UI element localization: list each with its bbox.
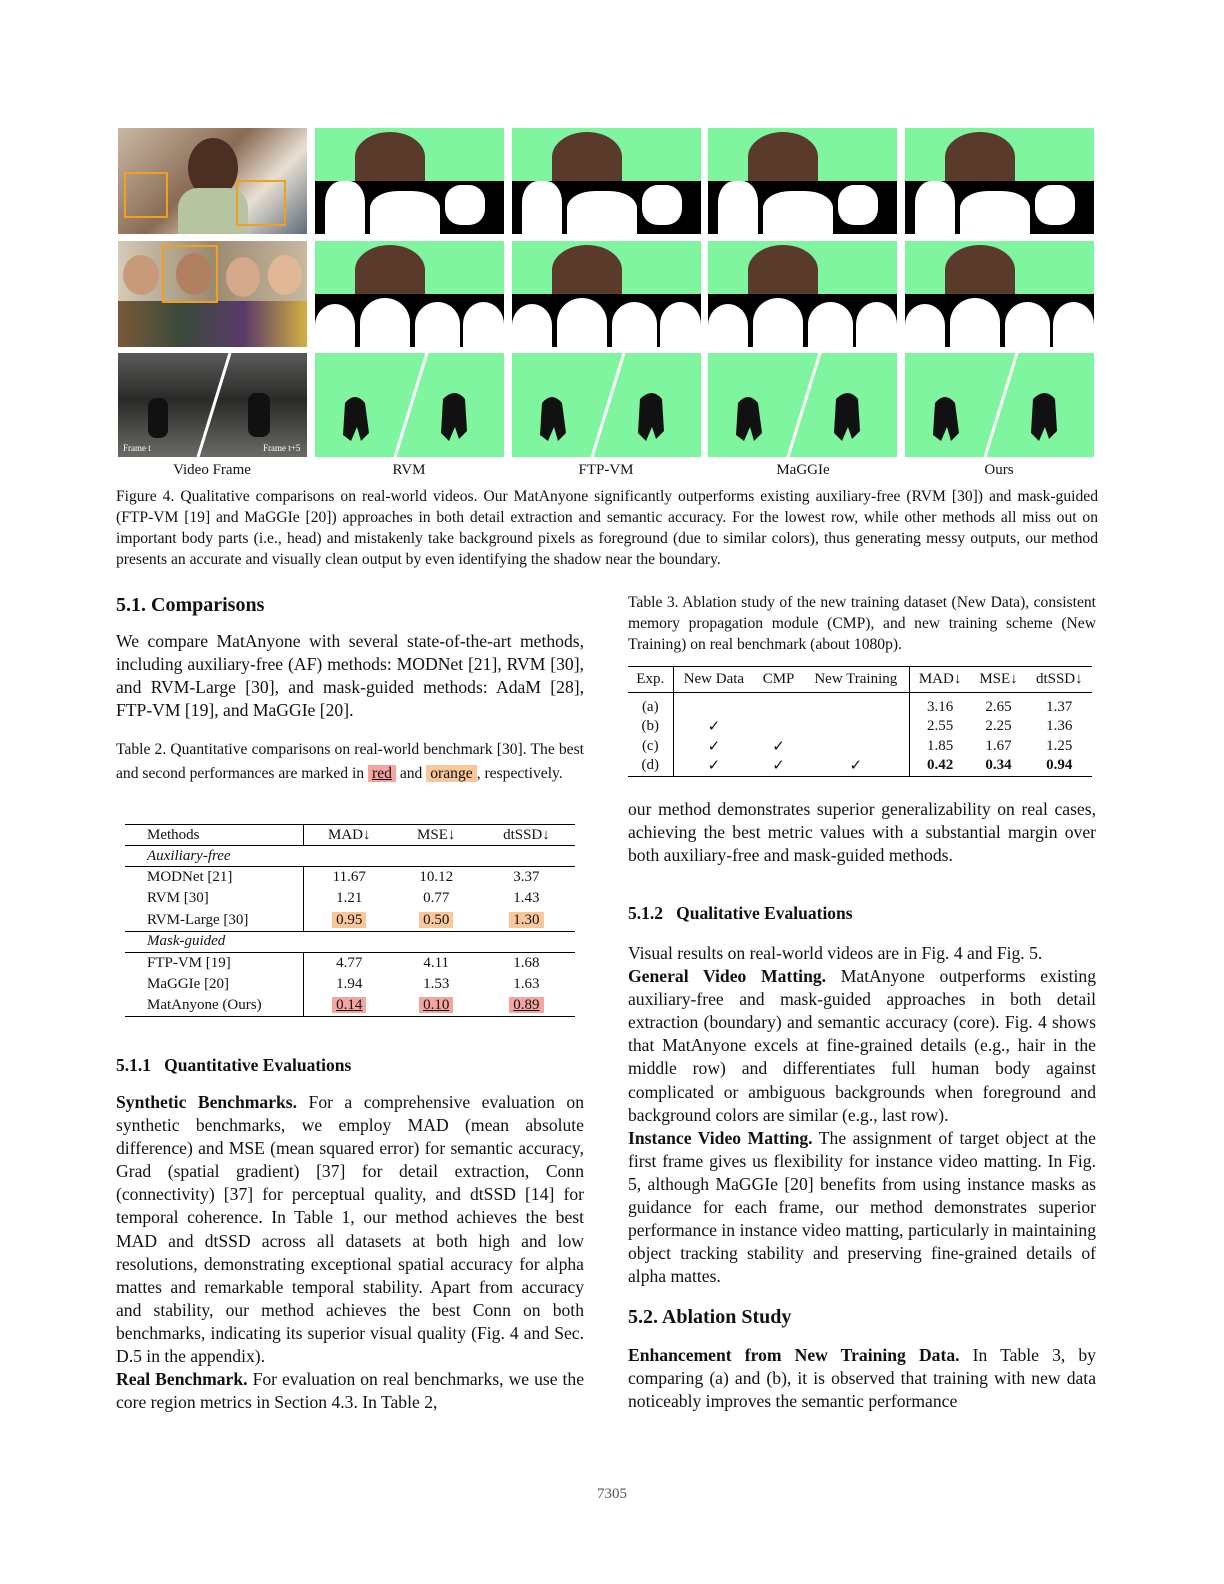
table3-cell-dtssd: 0.94: [1046, 757, 1073, 774]
matte-ftp-vm-row2: [512, 241, 701, 347]
second-marker: orange: [426, 765, 476, 782]
table3-header-exp: Exp.: [628, 667, 673, 693]
table3-header-mse: MSE↓: [979, 671, 1018, 687]
table2-cell-mad: 4.77: [336, 954, 363, 971]
section-title-ablation: 5.2. Ablation Study: [628, 1306, 792, 1328]
matte-ours-row1: [905, 128, 1094, 234]
table2-caption: [116, 738, 584, 786]
table3-cell-mad: 1.85: [926, 737, 954, 754]
table2-cell-mse: 0.50: [395, 910, 478, 932]
table2-cell-method: MODNet [21]: [125, 867, 304, 889]
table3-cell-dtssd: 1.36: [1046, 717, 1073, 734]
ablation-text: In Table 3, by comparing (a) and (b), it is observed that training with new data noticeably improves the semantic performance: [628, 1345, 1096, 1412]
table2-caption-end: , respectively.: [476, 765, 563, 782]
frame-label-t5: Frame t+5: [263, 443, 301, 453]
table-row: [628, 756, 1092, 776]
column-label-rvm: RVM: [392, 462, 426, 478]
qualitative-intro: Visual results on real-world videos are in Fig. 4 and Fig. 5.: [628, 943, 1043, 963]
table2-cell-mse: 10.12: [419, 869, 454, 885]
table-row: [125, 974, 575, 996]
table2-cell-dtssd: 1.63: [513, 975, 540, 992]
table3-cell-new-training: ✓: [803, 756, 909, 776]
table3-cell-cmp: ✓: [772, 758, 785, 775]
real-benchmark-continuation: our method demonstrates superior generalizability on real cases, achieving the best metric values with a substantial margin over both auxiliary-free and mask-guided methods.: [628, 799, 1096, 866]
table2-cell-mad: 0.95: [304, 910, 395, 932]
table3-cell-new-training: [803, 736, 909, 756]
table3: [628, 666, 1092, 777]
table-row: [628, 716, 1092, 736]
table2-header-dtssd: dtSSD↓: [503, 826, 550, 843]
synthetic-benchmarks-text: For a comprehensive evaluation on synthetic benchmarks, we employ MAD (mean absolute difference) and MSE (mean squared error) for semantic accuracy, Grad (spatial gradient) [37] for detail extraction, Conn (connectivity) [37] for perceptual quality, and dtSSD [14] for temporal coherence. In Table 1, our method achieves the best MAD and dtSSD across all datasets at both high and low resolutions, demonstrating exceptional spatial accuracy for alpha mattes and remarkable temporal stability. Apart from accuracy and stability, our method achieves the best Conn on both benchmarks, indicating its superior visual quality (Fig. 4 and Sec. D.5 in the appendix).: [116, 1092, 584, 1367]
table2-cell-mad: 1.21: [336, 890, 363, 907]
table3-cell-exp: (a): [628, 693, 673, 717]
table2-cell-mad: 1.94: [336, 975, 363, 992]
table2-cell-mad: 0.14: [304, 995, 395, 1017]
table2-cell-mse: 4.11: [423, 954, 450, 971]
table3-header-dtssd: dtSSD↓: [1035, 671, 1083, 687]
frame-label-t: Frame t: [123, 443, 151, 453]
table3-cell-new-training: [803, 716, 909, 736]
subsection-title-text: Quantitative Evaluations: [164, 1055, 352, 1075]
real-benchmark-heading: Real Benchmark.: [116, 1369, 248, 1390]
table3-header-new-training: New Training: [803, 667, 909, 693]
table3-cell-mad: 0.42: [926, 757, 954, 774]
table2-header-mse: MSE↓: [417, 826, 456, 843]
matte-ours-row3: [905, 353, 1094, 457]
table-row: [125, 952, 575, 974]
ablation-heading: Enhancement from New Training Data.: [628, 1345, 960, 1365]
section-title-comparisons: 5.1. Comparisons: [116, 594, 265, 616]
figure-caption: [116, 486, 1098, 570]
table-row: [628, 736, 1092, 756]
table-row: [628, 693, 1092, 717]
table2-group-mask-guided: Mask-guided: [147, 933, 226, 949]
table2-cell-dtssd: 3.37: [513, 869, 540, 885]
table2-cell-method: RVM-Large [30]: [125, 910, 304, 932]
table2-cell-dtssd: 1.30: [478, 910, 575, 932]
table2-cell-method: FTP-VM [19]: [125, 952, 304, 974]
subsection-title-text-2: Qualitative Evaluations: [676, 903, 853, 923]
table3-cell-new-data: ✓: [707, 718, 721, 735]
table-row: [125, 995, 575, 1017]
table-row: [125, 888, 575, 910]
column-label-video-frame: Video Frame: [173, 462, 251, 478]
table2-caption-and: and: [399, 765, 423, 782]
table3-cell-exp: (b): [628, 716, 673, 736]
table2-cell-method: RVM [30]: [125, 888, 304, 910]
page-number: 7305: [597, 1486, 627, 1502]
matte-maggie-row2: [708, 241, 897, 347]
matte-maggie-row3: [708, 353, 897, 457]
table3-cell-dtssd: 1.37: [1046, 699, 1073, 715]
table2-cell-mad: 11.67: [332, 869, 366, 885]
table3-cell-new-data: ✓: [707, 738, 721, 755]
subsection-title-qualitative: [628, 903, 853, 924]
table2-caption-text: Table 2. Quantitative comparisons on real-world benchmark [30]. The best and second performances are marked in: [116, 741, 584, 782]
table2-cell-dtssd: 0.89: [478, 995, 575, 1017]
column-label-maggie: MaGGIe: [776, 462, 830, 478]
table3-cell-exp: (c): [628, 736, 673, 756]
subsection-number: 5.1.1: [116, 1055, 151, 1075]
matte-ftp-vm-row3: [512, 353, 701, 457]
synthetic-benchmarks-paragraph: [116, 1091, 584, 1414]
video-frame-row3: [118, 353, 307, 457]
column-label-ours: Ours: [984, 462, 1014, 478]
table3-cell-dtssd: 1.25: [1046, 737, 1073, 754]
matte-ftp-vm-row1: [512, 128, 701, 234]
table3-cell-new-training: [803, 693, 909, 717]
subsection-title-quantitative: [116, 1055, 351, 1076]
table3-cell-new-data: ✓: [707, 758, 721, 775]
video-frame-row1: [118, 128, 307, 234]
general-video-matting-heading: General Video Matting.: [628, 966, 827, 987]
instance-video-matting-heading: Instance Video Matting.: [628, 1127, 813, 1148]
instance-video-matting-text: The assignment of target object at the first frame gives us flexibility for instance video matting. In Fig. 5, although MaGGIe [20] benefits from using instance masks as guidance for each frame, our method demonstrates superior performance in instance video matting, particularly in maintaining object tracking stability and preserving fine-grained details of alpha mattes.: [628, 1127, 1096, 1287]
table3-cell-mad: 3.16: [926, 699, 954, 715]
table2-cell-dtssd: 1.68: [513, 954, 540, 971]
table3-header-mad: MAD↓: [918, 671, 962, 687]
matte-rvm-row1: [315, 128, 504, 234]
table3-cell-mse: 0.34: [985, 757, 1012, 774]
ablation-paragraph: [628, 1344, 1096, 1413]
table2-cell-method: MaGGIe [20]: [125, 974, 304, 996]
synthetic-benchmarks-heading: Synthetic Benchmarks.: [116, 1092, 298, 1112]
table2-cell-mse: 0.77: [423, 890, 450, 907]
best-marker: red: [368, 765, 396, 782]
video-frame-row2: [118, 241, 307, 347]
table3-caption: Table 3. Ablation study of the new training dataset (New Data), consistent memory propagation module (CMP), and new training scheme (New Training) on real benchmark (about 1080p).: [628, 594, 1096, 653]
general-video-matting-text: MatAnyone outperforms existing auxiliary-free and mask-guided approaches in both detail extraction (boundary) and semantic accuracy (core). Fig. 4 shows that MatAnyone excels at fine-grained details (e.g., hair in the middle row) and differentiates full human body against complicated or ambiguous backgrounds when foreground and background colors are similar (e.g., last row).: [628, 966, 1096, 1125]
table2-cell-mse: 1.53: [423, 975, 450, 992]
table2-header-methods: Methods: [125, 825, 304, 846]
matte-ours-row2: [905, 241, 1094, 347]
table3-cell-exp: (d): [628, 756, 673, 776]
table2-cell-method: MatAnyone (Ours): [125, 995, 304, 1017]
table2-cell-mse: 0.10: [395, 995, 478, 1017]
table3-cell-cmp: ✓: [772, 738, 785, 755]
table3-cell-mse: 2.65: [985, 699, 1012, 715]
figure-caption-text: Qualitative comparisons on real-world videos. Our MatAnyone significantly outperforms existing auxiliary-free (RVM [30]) and mask-guided (FTP-VM [19] and MaGGIe [20]) approaches in both detail extraction and semantic accuracy. For the lowest row, while other methods all miss out on important body parts (i.e., head) and mistakenly take background pixels as foreground (due to similar colors), thus generating messy outputs, our method presents an accurate and visually clean output by even identifying the shadow near the boundary.: [116, 488, 1098, 568]
table3-cell-new-data: [673, 693, 754, 717]
column-label-ftp-vm: FTP-VM: [578, 462, 634, 478]
table-row: [125, 910, 575, 932]
figure-caption-label: Figure 4.: [116, 488, 175, 505]
table2: [125, 824, 575, 1017]
qualitative-paragraph: [628, 942, 1096, 1288]
matte-maggie-row1: [708, 128, 897, 234]
comparisons-paragraph: We compare MatAnyone with several state-of-the-art methods, including auxiliary-free (AF) methods: MODNet [21], RVM [30], and RVM-Large [30], and mask-guided methods: AdaM [28], FTP-VM [19], and MaGGIe [20].: [116, 631, 584, 721]
table3-header-new-data: New Data: [683, 671, 745, 687]
table2-cell-dtssd: 1.43: [513, 890, 540, 907]
table3-header-cmp: CMP: [762, 671, 795, 687]
table3-cell-cmp: [754, 716, 803, 736]
table3-cell-mad: 2.55: [926, 717, 954, 734]
matte-rvm-row3: [315, 353, 504, 457]
subsection-number-2: 5.1.2: [628, 903, 663, 923]
matte-rvm-row2: [315, 241, 504, 347]
table3-cell-mse: 1.67: [985, 737, 1012, 754]
table2-group-auxiliary-free: Auxiliary-free: [147, 847, 231, 864]
table3-cell-cmp: [754, 693, 803, 717]
table3-cell-mse: 2.25: [985, 717, 1012, 734]
real-benchmark-text: For evaluation on real benchmarks, we use the core region metrics in Section 4.3. In Table 2,: [116, 1369, 585, 1413]
table-row: [125, 867, 575, 889]
table2-header-mad: MAD↓: [328, 826, 371, 843]
